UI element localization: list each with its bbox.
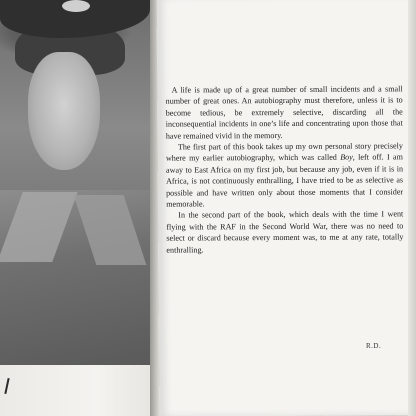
cap-badge-icon (62, 0, 90, 12)
author-initials: R.D. (366, 342, 382, 350)
portrait-photo (0, 0, 150, 365)
foreword-text (166, 83, 404, 255)
ink-mark (4, 378, 9, 394)
page-edge (408, 0, 416, 416)
left-page (0, 0, 160, 416)
paragraph-3: In the second part of the book, which deals with the time I went flying with the RAF in the Second World War, there was no need to select or discard because every moment was, to me at any rate, totally enthralling. (166, 209, 404, 255)
photo-face (28, 52, 100, 170)
book-title-boy: Boy (340, 153, 353, 163)
paragraph-1: A life is made up of a great number of small incidents and a small number of great ones. An autobiography must therefore, unless it is to become tedious, be extremely selective, discarding all the inconsequential incidents in one’s life and concentrating upon those that have remained vivid in the memory. (165, 84, 403, 141)
paragraph-2: The first part of this book takes up my own personal story precisely where my earlier autobiography, which was called Boy, left off. I am away to East Africa on my first job, but because any job, even if it is in Africa, is not continuously enthralling, I have tried to be as selective as possible and have written only about those moments that I consider memorable. (165, 141, 404, 209)
